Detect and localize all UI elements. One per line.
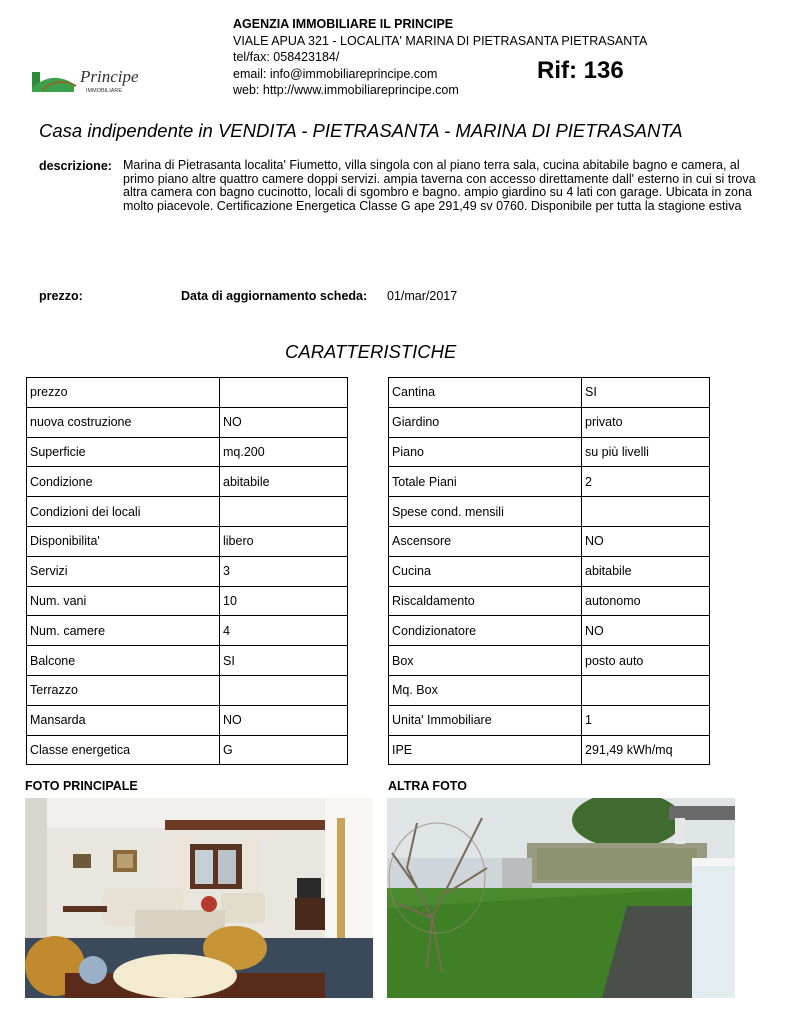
feature-key: Mansarda	[27, 705, 220, 735]
feature-row	[27, 378, 348, 408]
feature-key: Mq. Box	[389, 675, 582, 705]
feature-value: autonomo	[582, 586, 710, 616]
feature-key: Superficie	[27, 437, 220, 467]
feature-key: Spese cond. mensili	[389, 497, 582, 527]
description-text: Marina di Pietrasanta localita' Fiumetto, villa singola con al piano terra sala, cucina abitabile bagno e camera, al primo piano altre quattro camere doppi servizi. ampia taverna con accesso direttamente dall' esterno in cui si trova altra camera con bagno cucinotto, locali di sgombro e bagno. ampio giardino su 4 lati con garage. Ubicata in zona molto piacevole. Certificazione Energetica Classe G ape 291,49 sv 0760. Disponibile per tutta la stagione estiva	[123, 158, 756, 213]
main-photo	[25, 798, 373, 998]
agency-address: VIALE APUA 321 - LOCALITA' MARINA DI PIETRASANTA PIETRASANTA	[233, 33, 648, 48]
feature-key: Terrazzo	[27, 675, 220, 705]
feature-row	[389, 735, 710, 765]
feature-value: libero	[220, 526, 348, 556]
feature-value: 291,49 kWh/mq	[582, 735, 710, 765]
feature-value: posto auto	[582, 646, 710, 676]
feature-key: Condizioni dei locali	[27, 497, 220, 527]
feature-row	[27, 467, 348, 497]
feature-key: Cantina	[389, 378, 582, 408]
feature-row	[389, 467, 710, 497]
feature-key: Unita' Immobiliare	[389, 705, 582, 735]
description-label: descrizione:	[39, 159, 112, 173]
feature-value: NO	[582, 526, 710, 556]
agency-logo	[30, 62, 142, 96]
feature-row	[27, 675, 348, 705]
feature-value: privato	[582, 407, 710, 437]
other-photo-label: ALTRA FOTO	[388, 779, 467, 793]
feature-value: G	[220, 735, 348, 765]
feature-value: abitabile	[220, 467, 348, 497]
feature-row	[389, 646, 710, 676]
feature-key: Num. camere	[27, 616, 220, 646]
feature-row	[27, 646, 348, 676]
feature-row	[27, 616, 348, 646]
feature-value: SI	[220, 646, 348, 676]
feature-value: NO	[582, 616, 710, 646]
feature-row	[27, 526, 348, 556]
feature-key: Condizionatore	[389, 616, 582, 646]
feature-row	[27, 556, 348, 586]
feature-row	[27, 705, 348, 735]
feature-value: su più livelli	[582, 437, 710, 467]
feature-value: abitabile	[582, 556, 710, 586]
feature-row	[27, 437, 348, 467]
feature-row	[389, 378, 710, 408]
update-date-label: Data di aggiornamento scheda:	[181, 289, 368, 303]
feature-key: Balcone	[27, 646, 220, 676]
feature-value: 3	[220, 556, 348, 586]
feature-row	[389, 526, 710, 556]
agency-email: email: info@immobiliareprincipe.com	[233, 66, 438, 81]
feature-row	[389, 407, 710, 437]
feature-key: Piano	[389, 437, 582, 467]
feature-row	[389, 586, 710, 616]
feature-value: NO	[220, 407, 348, 437]
feature-value	[220, 497, 348, 527]
price-label: prezzo:	[39, 289, 83, 303]
logo-text: Principe	[80, 67, 139, 86]
feature-row	[27, 586, 348, 616]
feature-row	[389, 497, 710, 527]
feature-key: prezzo	[27, 378, 220, 408]
reference-number: Rif: 136	[537, 57, 624, 84]
feature-key: Condizione	[27, 467, 220, 497]
features-section-title: CARATTERISTICHE	[285, 341, 457, 362]
feature-key: Num. vani	[27, 586, 220, 616]
feature-key: Classe energetica	[27, 735, 220, 765]
features-table-left	[26, 377, 348, 765]
feature-key: IPE	[389, 735, 582, 765]
update-date-value: 01/mar/2017	[387, 289, 458, 303]
other-photo	[387, 798, 735, 998]
feature-key: Cucina	[389, 556, 582, 586]
feature-row	[27, 407, 348, 437]
logo-subtext: IMMOBILIARE	[86, 88, 123, 94]
feature-value: NO	[220, 705, 348, 735]
feature-key: nuova costruzione	[27, 407, 220, 437]
feature-row	[389, 675, 710, 705]
feature-key: Ascensore	[389, 526, 582, 556]
agency-web: web: http://www.immobiliareprincipe.com	[233, 83, 459, 97]
feature-row	[389, 556, 710, 586]
feature-value: SI	[582, 378, 710, 408]
feature-value: 1	[582, 705, 710, 735]
main-photo-label: FOTO PRINCIPALE	[25, 779, 138, 793]
feature-row	[389, 437, 710, 467]
feature-value: mq.200	[220, 437, 348, 467]
feature-value	[582, 675, 710, 705]
feature-row	[27, 735, 348, 765]
feature-value	[220, 378, 348, 408]
feature-value: 2	[582, 467, 710, 497]
feature-key: Totale Piani	[389, 467, 582, 497]
feature-value	[220, 675, 348, 705]
feature-value	[582, 497, 710, 527]
feature-row	[27, 497, 348, 527]
agency-name: AGENZIA IMMOBILIARE IL PRINCIPE	[233, 17, 454, 31]
feature-row	[389, 705, 710, 735]
feature-key: Box	[389, 646, 582, 676]
feature-value: 10	[220, 586, 348, 616]
feature-value: 4	[220, 616, 348, 646]
features-table-right	[388, 377, 710, 765]
feature-key: Servizi	[27, 556, 220, 586]
feature-key: Giardino	[389, 407, 582, 437]
listing-title: Casa indipendente in VENDITA - PIETRASANTA - MARINA DI PIETRASANTA	[39, 120, 683, 141]
feature-key: Riscaldamento	[389, 586, 582, 616]
feature-row	[389, 616, 710, 646]
agency-phone: tel/fax: 058423184/	[233, 50, 340, 64]
feature-key: Disponibilita'	[27, 526, 220, 556]
